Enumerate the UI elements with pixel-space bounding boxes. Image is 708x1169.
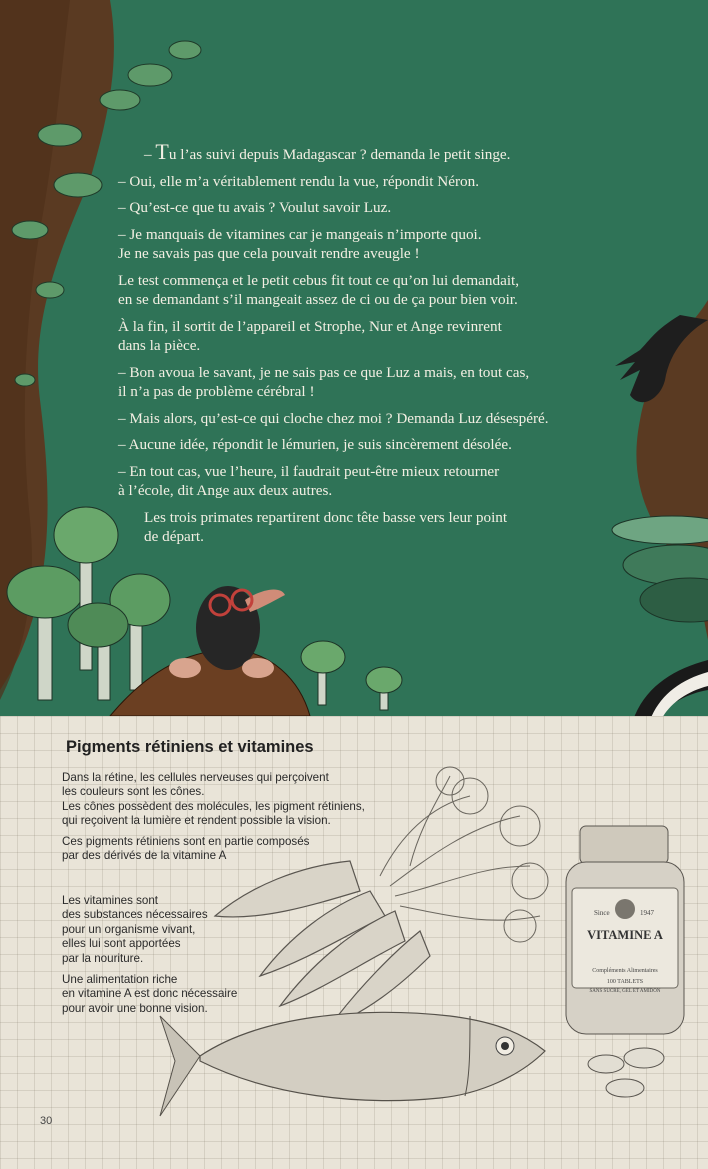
story-paragraph: – Je manquais de vitamines car je mangeais n’importe quoi. Je ne savais pas que cela pouvait rendre aveugle ! (118, 225, 482, 262)
vitamin-jar-sketch (566, 826, 684, 1034)
carrots-sketch (215, 861, 430, 1026)
page-number: 30 (40, 1115, 53, 1127)
section-heading: Pigments rétiniens et vitamines (66, 738, 314, 756)
tablets-sketch (588, 1048, 664, 1097)
info-text-vitamins: Les vitamines sont des substances nécessaires pour un organisme vivant, elles lui sont apportées par la nouriture. (62, 894, 208, 965)
story-paragraph: – Aucune idée, répondit le lémurien, je suis sincèrement désolée. (118, 436, 512, 453)
drop-cap: T (155, 139, 169, 164)
jar-line1: Compléments Alimentaires (592, 968, 658, 974)
story-text (118, 139, 558, 554)
story-paragraph: À la fin, il sortit de l’appareil et Strophe, Nur et Ange revinrent dans la pièce. (118, 317, 502, 354)
jar-line3: SANS SUCRE, GEL ET AMIDON (589, 989, 661, 994)
info-text-retina: Dans la rétine, les cellules nerveuses qui perçoivent les couleurs sont les cônes. Les cônes possèdent des molécules, les pigment rétiniens, qui reçoivent la lumière et rendent possible la vision. (62, 771, 365, 828)
info-text-pigments: Ces pigments rétiniens sont en partie composés par des dérivés de la vitamine A (62, 835, 310, 863)
jar-brand: VITAMINE A (587, 928, 663, 942)
story-paragraph: – Bon avoua le savant, je ne sais pas ce que Luz a mais, en tout cas, il n’a pas de problème cérébral ! (118, 363, 530, 400)
story-paragraph: Les trois primates repartirent donc tête basse vers leur point de départ. (144, 508, 508, 545)
story-paragraph: Le test commença et le petit cebus fit tout ce qu’on lui demandait, en se demandant s’il mangeait assez de ci ou de ça pour bien voir. (118, 271, 520, 308)
jar-year: 1947 (640, 909, 654, 917)
info-text-diet: Une alimentation riche en vitamine A est donc nécessaire pour avoir une bonne vision. (62, 973, 238, 1015)
story-paragraph: – En tout cas, vue l’heure, il faudrait peut-être mieux retourner à l’école, dit Ange aux deux autres. (118, 462, 500, 499)
story-paragraph: – Mais alors, qu’est-ce qui cloche chez moi ? Demanda Luz désespéré. (118, 409, 549, 427)
story-paragraph: – Oui, elle m’a véritablement rendu la vue, répondit Néron. (118, 172, 479, 190)
jar-line2: 100 TABLETS (606, 979, 644, 985)
carrot-leaves-sketch (380, 767, 548, 942)
story-paragraph: – Tu l’as suivi depuis Madagascar ? demanda le petit singe. (144, 139, 511, 164)
fish-sketch (160, 1012, 545, 1116)
jar-since: Since (594, 909, 610, 917)
story-paragraph: – Qu’est-ce que tu avais ? Voulut savoir Luz. (118, 199, 392, 216)
